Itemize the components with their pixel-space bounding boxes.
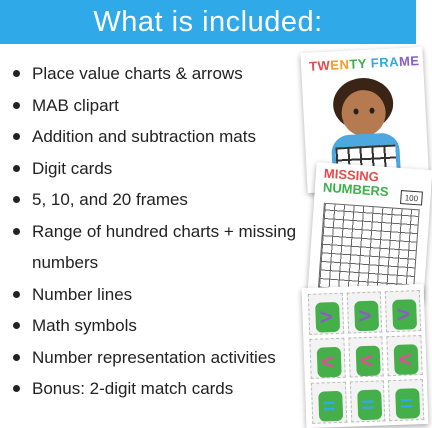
twenty-frames-title: TWENTY FRAME xyxy=(308,53,420,74)
list-item-label: Math symbols xyxy=(32,316,137,335)
missing-numbers-title: MISSING NUMBERS xyxy=(322,165,390,200)
list-item xyxy=(10,121,310,153)
list-item xyxy=(10,184,310,216)
missing-numbers-preview xyxy=(308,162,432,302)
symbol-card: < xyxy=(348,336,384,378)
list-item xyxy=(10,310,310,342)
list-item-label: Range of hundred charts + missing xyxy=(32,221,297,241)
bullet-icon xyxy=(13,291,20,298)
bullet-icon xyxy=(13,70,20,77)
list-item-label: Digit cards xyxy=(32,158,113,178)
list-item-label: Addition and subtraction mats xyxy=(32,127,256,146)
math-symbols-preview xyxy=(302,284,429,428)
bullet-icon xyxy=(13,165,20,172)
header-banner xyxy=(0,0,416,44)
symbol-card: > xyxy=(346,291,382,333)
symbol-card: = xyxy=(388,379,424,421)
list-item xyxy=(10,342,310,374)
list-item-label: Place value charts & arrows xyxy=(32,64,243,83)
list-item xyxy=(10,58,310,90)
included-list xyxy=(10,58,310,405)
hundred-badge: 100 xyxy=(400,190,423,206)
bullet-icon xyxy=(13,228,20,235)
hundred-chart-grid xyxy=(318,203,420,295)
list-item-label: Number representation activities xyxy=(32,347,276,367)
list-item-label: 5, 10, and 20 frames xyxy=(32,190,188,209)
page-title: What is included: xyxy=(93,5,323,38)
list-item-label: Number lines xyxy=(32,284,133,304)
symbol-card: = xyxy=(350,381,386,423)
list-item xyxy=(10,216,310,279)
bullet-icon xyxy=(13,196,20,203)
list-item xyxy=(10,153,310,185)
symbol-card: > xyxy=(308,293,344,335)
list-item xyxy=(10,373,310,405)
symbol-card: < xyxy=(309,337,345,379)
bullet-icon xyxy=(13,133,20,140)
list-item xyxy=(10,279,310,311)
symbol-card: > xyxy=(385,290,421,332)
symbol-card-grid xyxy=(308,290,424,424)
bullet-icon xyxy=(13,322,20,329)
list-item xyxy=(10,90,310,122)
list-item-label: Bonus: 2-digit match cards xyxy=(32,379,234,398)
bullet-icon xyxy=(13,354,20,361)
list-item-label-continued: numbers xyxy=(32,253,99,272)
symbol-card: < xyxy=(387,335,423,377)
bullet-icon xyxy=(13,102,20,109)
list-item-label: MAB clipart xyxy=(32,95,119,115)
bullet-icon xyxy=(13,385,20,392)
symbol-card: = xyxy=(311,382,347,424)
